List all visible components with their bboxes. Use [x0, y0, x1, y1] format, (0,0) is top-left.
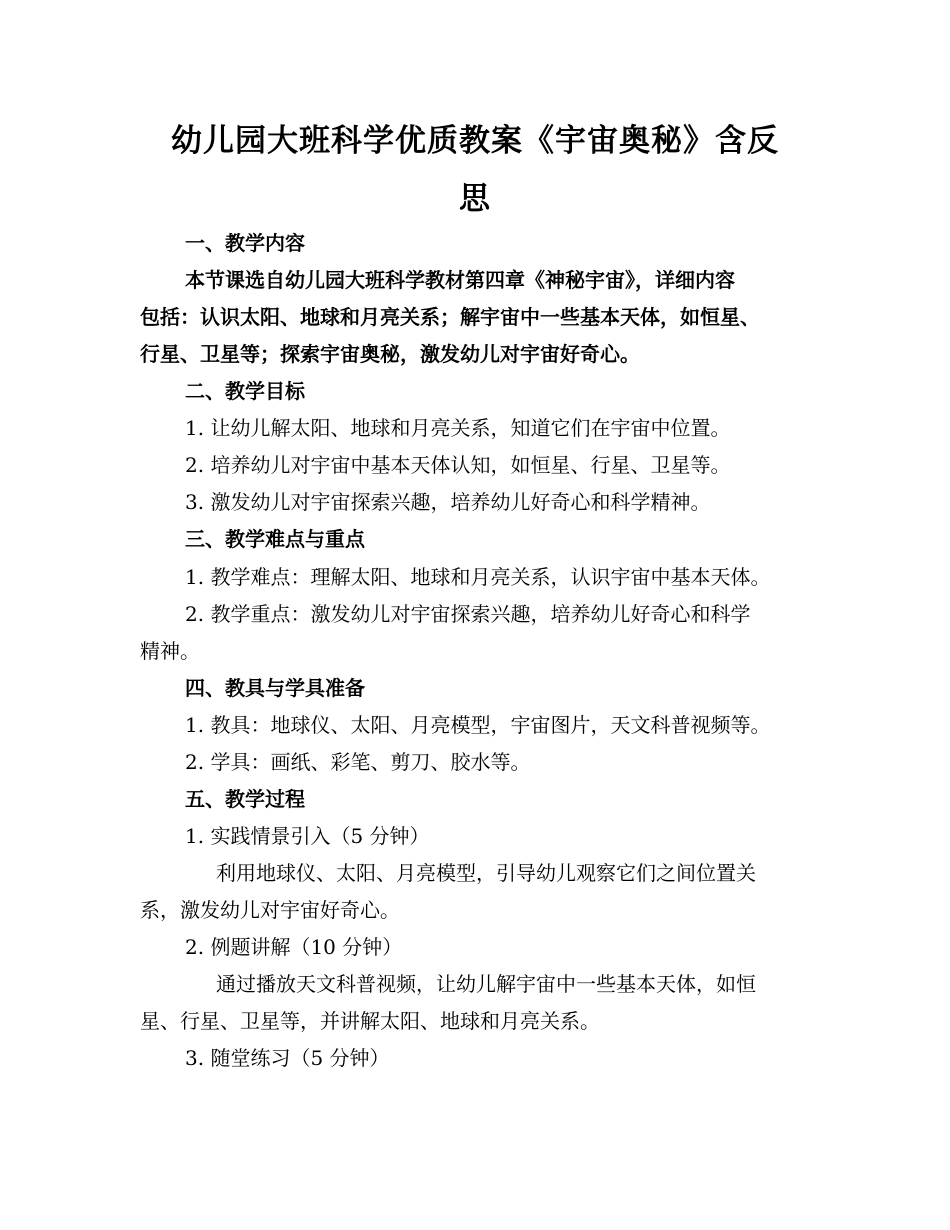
list-item: 3. 激发幼儿对宇宙探索兴趣，培养幼儿好奇心和科学精神。: [185, 490, 711, 514]
list-item: 3. 随堂练习（5 分钟）: [185, 1046, 390, 1070]
list-item: 2. 学具：画纸、彩笔、剪刀、胶水等。: [185, 750, 531, 774]
paragraph-line: 利用地球仪、太阳、月亮模型，引导幼儿观察它们之间位置关: [216, 861, 756, 885]
paragraph-line: 系，激发幼儿对宇宙好奇心。: [140, 898, 400, 922]
paragraph-line: 本节课选自幼儿园大班科学教材第四章《神秘宇宙》，详细内容: [185, 268, 735, 292]
section-heading-difficulties: 三、教学难点与重点: [185, 527, 365, 551]
list-item: 2. 例题讲解（10 分钟）: [185, 935, 403, 959]
paragraph-line: 星、行星、卫星等，并讲解太阳、地球和月亮关系。: [140, 1009, 600, 1033]
title-line-2: 思: [459, 181, 491, 217]
list-item: 1. 教具：地球仪、太阳、月亮模型，宇宙图片，天文科普视频等。: [185, 713, 771, 737]
paragraph-line: 行星、卫星等；探索宇宙奥秘，激发幼儿对宇宙好奇心。: [140, 342, 640, 366]
paragraph-line: 精神。: [140, 639, 200, 663]
list-item: 2. 教学重点：激发幼儿对宇宙探索兴趣，培养幼儿好奇心和科学: [185, 602, 751, 626]
section-heading-teaching-goals: 二、教学目标: [185, 379, 305, 403]
paragraph-line: 包括：认识太阳、地球和月亮关系；解宇宙中一些基本天体，如恒星、: [140, 305, 760, 329]
list-item: 1. 让幼儿解太阳、地球和月亮关系，知道它们在宇宙中位置。: [185, 416, 731, 440]
document-title: [130, 112, 820, 228]
list-item: 1. 教学难点：理解太阳、地球和月亮关系，认识宇宙中基本天体。: [185, 565, 771, 589]
paragraph-line: 通过播放天文科普视频，让幼儿解宇宙中一些基本天体，如恒: [216, 972, 756, 996]
list-item: 2. 培养幼儿对宇宙中基本天体认知，如恒星、行星、卫星等。: [185, 453, 731, 477]
section-heading-teaching-aids: 四、教具与学具准备: [185, 676, 365, 700]
section-heading-teaching-process: 五、教学过程: [185, 787, 305, 811]
title-line-1: 幼儿园大班科学优质教案《宇宙奥秘》含反: [171, 123, 779, 159]
list-item: 1. 实践情景引入（5 分钟）: [185, 824, 430, 848]
section-heading-teaching-content: 一、教学内容: [185, 231, 305, 255]
